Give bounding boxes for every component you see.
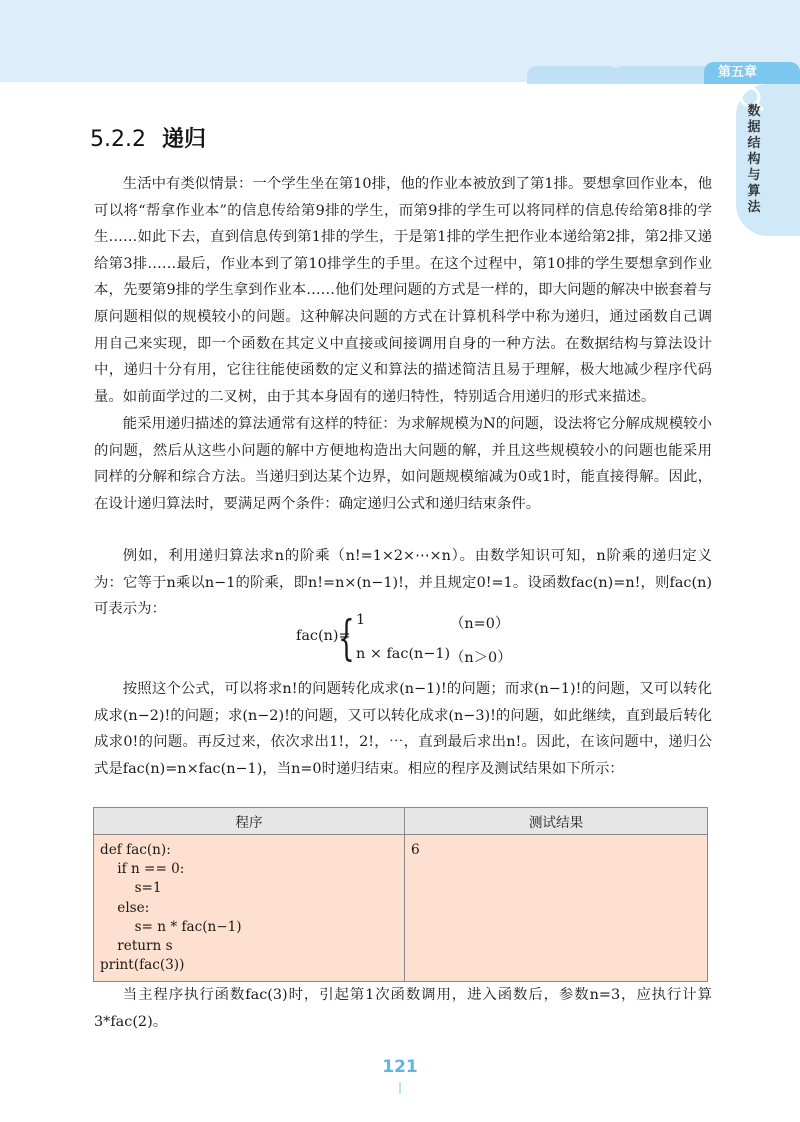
paragraph-closing: 当主程序执行函数fac(3)时，引起第1次函数调用，进入函数后，参数n=3，应执行计算3*fac(2)。 xyxy=(94,987,712,1030)
code-line: else: xyxy=(100,899,150,916)
side-section-label: 数据结构与算法 xyxy=(747,104,761,215)
paragraph-intro: 生活中有类似情景：一个学生坐在第10排，他的作业本被放到了第1排。要想拿回作业本，他可以将“帮拿作业本”的信息传给第9排的学生，而第9排的学生可以将同样的信息传给第8排的学生……如此下去，直到信息传到第1排的学生，于是第1排的学生把作业本递给第2排，第2排又递给第3排……最后，作业本到了第10排学生的手里。在这个过程中，第10排的学生要想拿到作业本，先要第9排的学生拿到作业本……他们处理问题的方式是一样的，即大问题的解决中嵌套着与原问题相似的规模较小的问题。这种解决问题的方式在计算机科学中称为递归，通过函数自己调用自己来实现，即一个函数在其定义中直接或间接调用自身的一种方法。在数据结构与算法设计中，递归十分有用，它往往能使函数的定义和算法的描述简洁且易于理解，极大地减少程序代码量。如前面学过的二叉树，由于其本身固有的递归特性，特别适合用递归的形式来描述。 xyxy=(94,176,712,405)
code-line: def fac(n): xyxy=(100,842,171,858)
code-line: s=1 xyxy=(100,880,162,897)
program-table xyxy=(93,807,708,982)
code-line: s= n * fac(n−1) xyxy=(100,918,242,935)
formula-case2-value: n × fac(n−1) xyxy=(356,646,451,662)
formula-case2-condition: （n＞0） xyxy=(450,650,512,666)
recursive-formula xyxy=(296,610,556,670)
section-number: 5.2.2 xyxy=(90,127,146,152)
chapter-tab-decor-2 xyxy=(612,66,712,84)
table-header-result: 测试结果 xyxy=(405,808,708,835)
section-name: 递归 xyxy=(161,127,206,152)
section-title xyxy=(90,122,206,153)
formula-case1-value: 1 xyxy=(356,612,366,628)
result-cell xyxy=(405,835,708,982)
chapter-tab xyxy=(704,62,800,84)
paragraph-characteristics: 能采用递归描述的算法通常有这样的特征：为求解规模为N的问题，设法将它分解成规模较小的问题，然后从这些小问题的解中方便地构造出大问题的解，并且这些规模较小的问题也能采用同样的分解和综合方法。当递归到达某个边界，如问题规模缩减为0或1时，能直接得解。因此，在设计递归算法时，要满足两个条件：确定递归公式和递归结束条件。 xyxy=(94,416,712,512)
paragraph-explanation: 按照这个公式，可以将求n!的问题转化成求(n−1)!的问题；而求(n−1)!的问题，又可以转化成求(n−2)!的问题；求(n−2)!的问题，又可以转化成求(n−3)!的问题，如此继续，直到最后转化成求0!的问题。再反过来，依次求出1!，2!，⋯，直到最后求出n!。因此，在该问题中，递归公式是fac(n)=n×fac(n−1)，当n=0时递归结束。相应的程序及测试结果如下所示： xyxy=(94,681,712,777)
result-value: 6 xyxy=(411,842,420,858)
chapter-label: 第五章 xyxy=(718,65,758,80)
formula-brace: { xyxy=(338,610,355,666)
code-line: if n == 0: xyxy=(100,861,185,878)
formula-case1-condition: （n=0） xyxy=(450,616,510,632)
chapter-tab-decor-1 xyxy=(527,66,619,84)
page-number: 121 xyxy=(382,1057,418,1077)
program-code-cell xyxy=(94,835,405,982)
code-line: print(fac(3)) xyxy=(100,957,185,974)
code-line: return s xyxy=(100,938,173,955)
formula-lhs: fac(n)= xyxy=(296,628,351,644)
page-number-tick xyxy=(399,1082,401,1094)
paragraph-example: 例如，利用递归算法求n的阶乘（n!=1×2×⋯×n）。由数学知识可知，n阶乘的递归定义为：它等于n乘以n−1的阶乘，即n!=n×(n−1)!，并且规定0!=1。设函数fac(n)=n!，则fac(n)可表示为： xyxy=(94,548,712,618)
table-header-program: 程序 xyxy=(94,808,405,835)
